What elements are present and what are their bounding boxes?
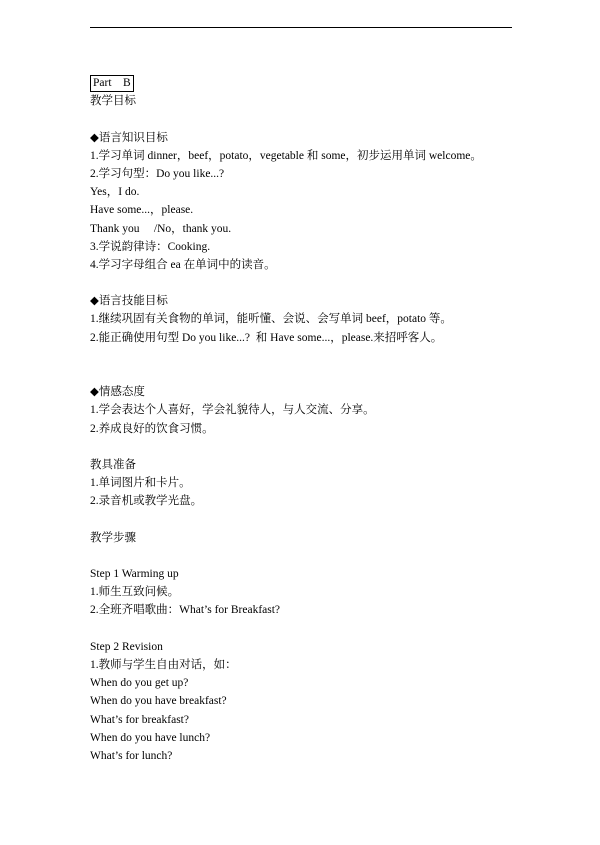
header-rule	[90, 27, 512, 28]
spacer	[90, 110, 530, 128]
spacer	[90, 347, 530, 383]
language-knowledge-line: Yes，I do.	[90, 186, 140, 199]
language-knowledge-line: Have some...，please.	[90, 204, 194, 217]
step2-line: When do you get up?	[90, 677, 189, 690]
language-knowledge-line: 3.学说韵律诗：Cooking.	[90, 240, 211, 253]
step2-line: What’s for lunch?	[90, 749, 173, 762]
objectives-heading: 教学目标	[90, 95, 136, 108]
step2-line: 1.教师与学生自由对话，如：	[90, 659, 237, 672]
materials-line: 2.录音机或教学光盘。	[90, 495, 203, 508]
language-knowledge-line: 2.学习句型：Do you like...?	[90, 167, 225, 180]
steps-heading: 教学步骤	[90, 531, 136, 544]
spacer	[90, 438, 530, 456]
part-label-row	[90, 74, 530, 92]
language-skills-line: 2.能正确使用句型 Do you like...? 和 Have some...，please.来招呼客人。	[90, 331, 443, 344]
attitude-line: 1.学会表达个人喜好，学会礼貌待人，与人交流、分享。	[90, 404, 375, 417]
step2-heading: Step 2 Revision	[90, 640, 163, 653]
attitude-heading: ◆情感态度	[90, 386, 145, 399]
step1-heading: Step 1 Warming up	[90, 568, 179, 581]
attitude-line: 2.养成良好的饮食习惯。	[90, 422, 214, 435]
part-label: Part B	[90, 75, 134, 92]
language-skills-line: 1.继续巩固有关食物的单词，能听懂、会说、会写单词 beef，potato 等。	[90, 313, 452, 326]
spacer	[90, 620, 530, 638]
language-knowledge-line: Thank you /No，thank you.	[90, 222, 232, 235]
language-knowledge-line: 1.学习单词 dinner，beef，potato，vegetable 和 some，初步运用单词 welcome。	[90, 149, 482, 162]
step2-line: What’s for breakfast?	[90, 713, 189, 726]
step2-line: When do you have lunch?	[90, 731, 211, 744]
step1-line: 1.师生互致问候。	[90, 586, 180, 599]
step2-line: When do you have breakfast?	[90, 695, 227, 708]
spacer	[90, 511, 530, 529]
materials-line: 1.单词图片和卡片。	[90, 477, 191, 490]
language-knowledge-line: 4.学习字母组合 ea 在单词中的读音。	[90, 258, 276, 271]
language-knowledge-heading: ◆语言知识目标	[90, 131, 168, 144]
spacer	[90, 274, 530, 292]
materials-heading: 教具准备	[90, 458, 136, 471]
spacer	[90, 547, 530, 565]
document-body	[90, 74, 530, 765]
language-skills-heading: ◆语言技能目标	[90, 295, 168, 308]
step1-line: 2.全班齐唱歌曲：What’s for Breakfast?	[90, 604, 281, 617]
